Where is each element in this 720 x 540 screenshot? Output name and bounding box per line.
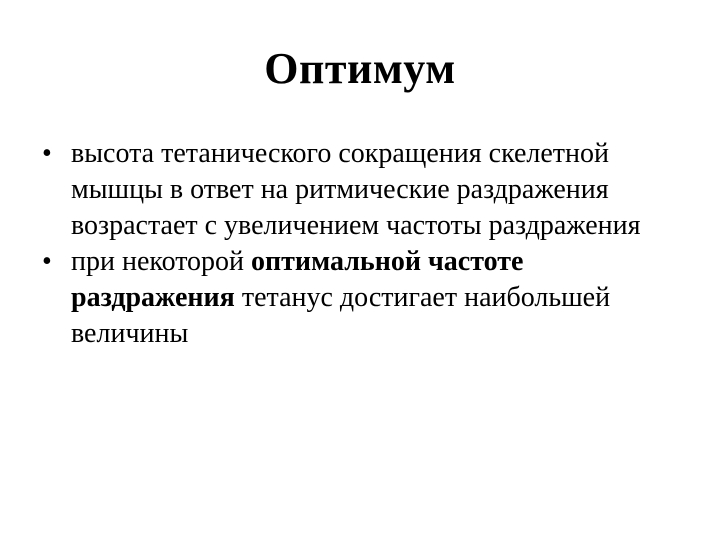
bullet-text-2-emphasis: оптимальной частоте раздражения (71, 246, 524, 313)
slide-title: Оптимум (264, 44, 456, 93)
bullet-text-2-after: тетанус достигает наибольшей величины (71, 282, 611, 349)
bullet-text-2-before: при некоторой (71, 246, 252, 277)
bullet-marker: • (42, 138, 52, 169)
bullet-item-1 (42, 136, 682, 244)
bullet-marker: • (42, 246, 52, 277)
bullet-text-1: высота тетанического сокращения скелетной мышцы в ответ на ритмические раздражения возрастает с увеличением частоты раздражения (71, 138, 641, 241)
bullet-item-2 (42, 244, 682, 352)
bullet-list (42, 136, 682, 352)
